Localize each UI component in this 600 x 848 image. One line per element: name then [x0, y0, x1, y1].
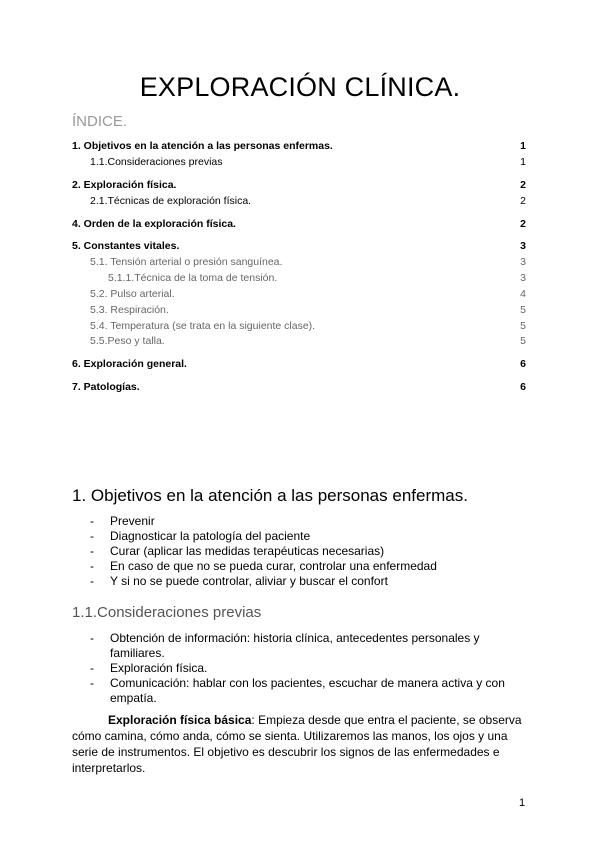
- toc-entry-page: 5: [520, 304, 526, 316]
- toc-entry-label: 4. Orden de la exploración física.: [72, 218, 236, 230]
- toc-entry-label: 6. Exploración general.: [72, 358, 187, 370]
- paragraph-bold-lead: Exploración física básica: [108, 713, 252, 727]
- section-heading: 1. Objetivos en la atención a las personas enfermas.: [72, 486, 468, 505]
- toc-entry-label: 5. Constantes vitales.: [72, 240, 180, 252]
- toc-entry-page: 1: [520, 156, 526, 168]
- toc-entry[interactable]: [72, 288, 526, 300]
- toc-entry[interactable]: [72, 218, 526, 230]
- list-item: - Diagnosticar la patología del paciente: [72, 529, 532, 544]
- list-item: - Curar (aplicar las medidas terapéuticas necesarias): [72, 544, 532, 559]
- toc-entry[interactable]: [72, 358, 526, 370]
- toc-entry-label: 1. Objetivos en la atención a las personas enfermas.: [72, 140, 333, 152]
- objectives-list: [72, 514, 532, 589]
- toc-entry-label: 5.1.1.Técnica de la toma de tensión.: [108, 272, 278, 284]
- toc-entry-page: 3: [520, 272, 526, 284]
- toc-entry[interactable]: [72, 240, 526, 252]
- toc-entry-page: 4: [520, 288, 526, 300]
- toc-entry-label: 2.1.Técnicas de exploración física.: [90, 195, 252, 207]
- toc-entry-label: 1.1.Consideraciones previas: [90, 156, 223, 168]
- subsection-heading: 1.1.Consideraciones previas: [72, 604, 262, 621]
- toc-entry-label: 5.2. Pulso arterial.: [90, 288, 175, 300]
- toc-entry-label: 5.1. Tensión arterial o presión sanguínea.: [90, 256, 283, 268]
- toc-entry[interactable]: [72, 272, 526, 284]
- toc-entry-page: 3: [520, 240, 526, 252]
- toc-entry-page: 6: [520, 358, 526, 370]
- toc-entry-page: 3: [520, 256, 526, 268]
- toc-entry[interactable]: [72, 335, 526, 347]
- list-item: - Prevenir: [72, 514, 532, 529]
- toc-entry-page: 2: [520, 218, 526, 230]
- considerations-list: [72, 631, 532, 706]
- list-item: - En caso de que no se pueda curar, controlar una enfermedad: [72, 559, 532, 574]
- toc-entry-page: 2: [520, 195, 526, 207]
- toc-entry[interactable]: [72, 140, 526, 152]
- page-number: 1: [519, 797, 526, 809]
- toc-entry-label: 5.4. Temperatura (se trata en la siguiente clase).: [90, 320, 316, 332]
- toc-entry[interactable]: [72, 195, 526, 207]
- list-item: - Comunicación: hablar con los pacientes, escuchar de manera activa y con empatía.: [72, 676, 532, 706]
- toc-entry-label: 7. Patologías.: [72, 381, 140, 393]
- paragraph-text: : Empieza desde que entra el paciente, se observa cómo camina, cómo anda, cómo se sienta. Utilizaremos las manos, los ojos y una serie de instrumentos. El objetivo es descubrir los signos de las enfermedades e interpretarlos.: [72, 713, 522, 775]
- toc-entry-label: 2. Exploración física.: [72, 179, 177, 191]
- list-item: - Exploración física.: [72, 661, 532, 676]
- list-item: - Y si no se puede controlar, aliviar y buscar el confort: [72, 574, 532, 589]
- toc-entry-page: 2: [520, 179, 526, 191]
- toc-entry-label: 5.3. Respiración.: [90, 304, 169, 316]
- list-item: - Obtención de información: historia clínica, antecedentes personales y familiares.: [72, 631, 532, 661]
- toc-entry[interactable]: [72, 304, 526, 316]
- body-paragraph: [72, 712, 532, 776]
- toc-heading: ÍNDICE.: [72, 113, 128, 130]
- toc-entry[interactable]: [72, 320, 526, 332]
- toc-entry-label: 5.5.Peso y talla.: [90, 335, 165, 347]
- toc-entry[interactable]: [72, 179, 526, 191]
- toc-entry-page: 5: [520, 335, 526, 347]
- toc-entry-page: 1: [520, 140, 526, 152]
- toc-entry[interactable]: [72, 156, 526, 168]
- toc-entry[interactable]: [72, 381, 526, 393]
- toc-entry-page: 6: [520, 381, 526, 393]
- document-title: EXPLORACIÓN CLÍNICA.: [139, 72, 461, 102]
- toc-entry[interactable]: [72, 256, 526, 268]
- toc-entry-page: 5: [520, 320, 526, 332]
